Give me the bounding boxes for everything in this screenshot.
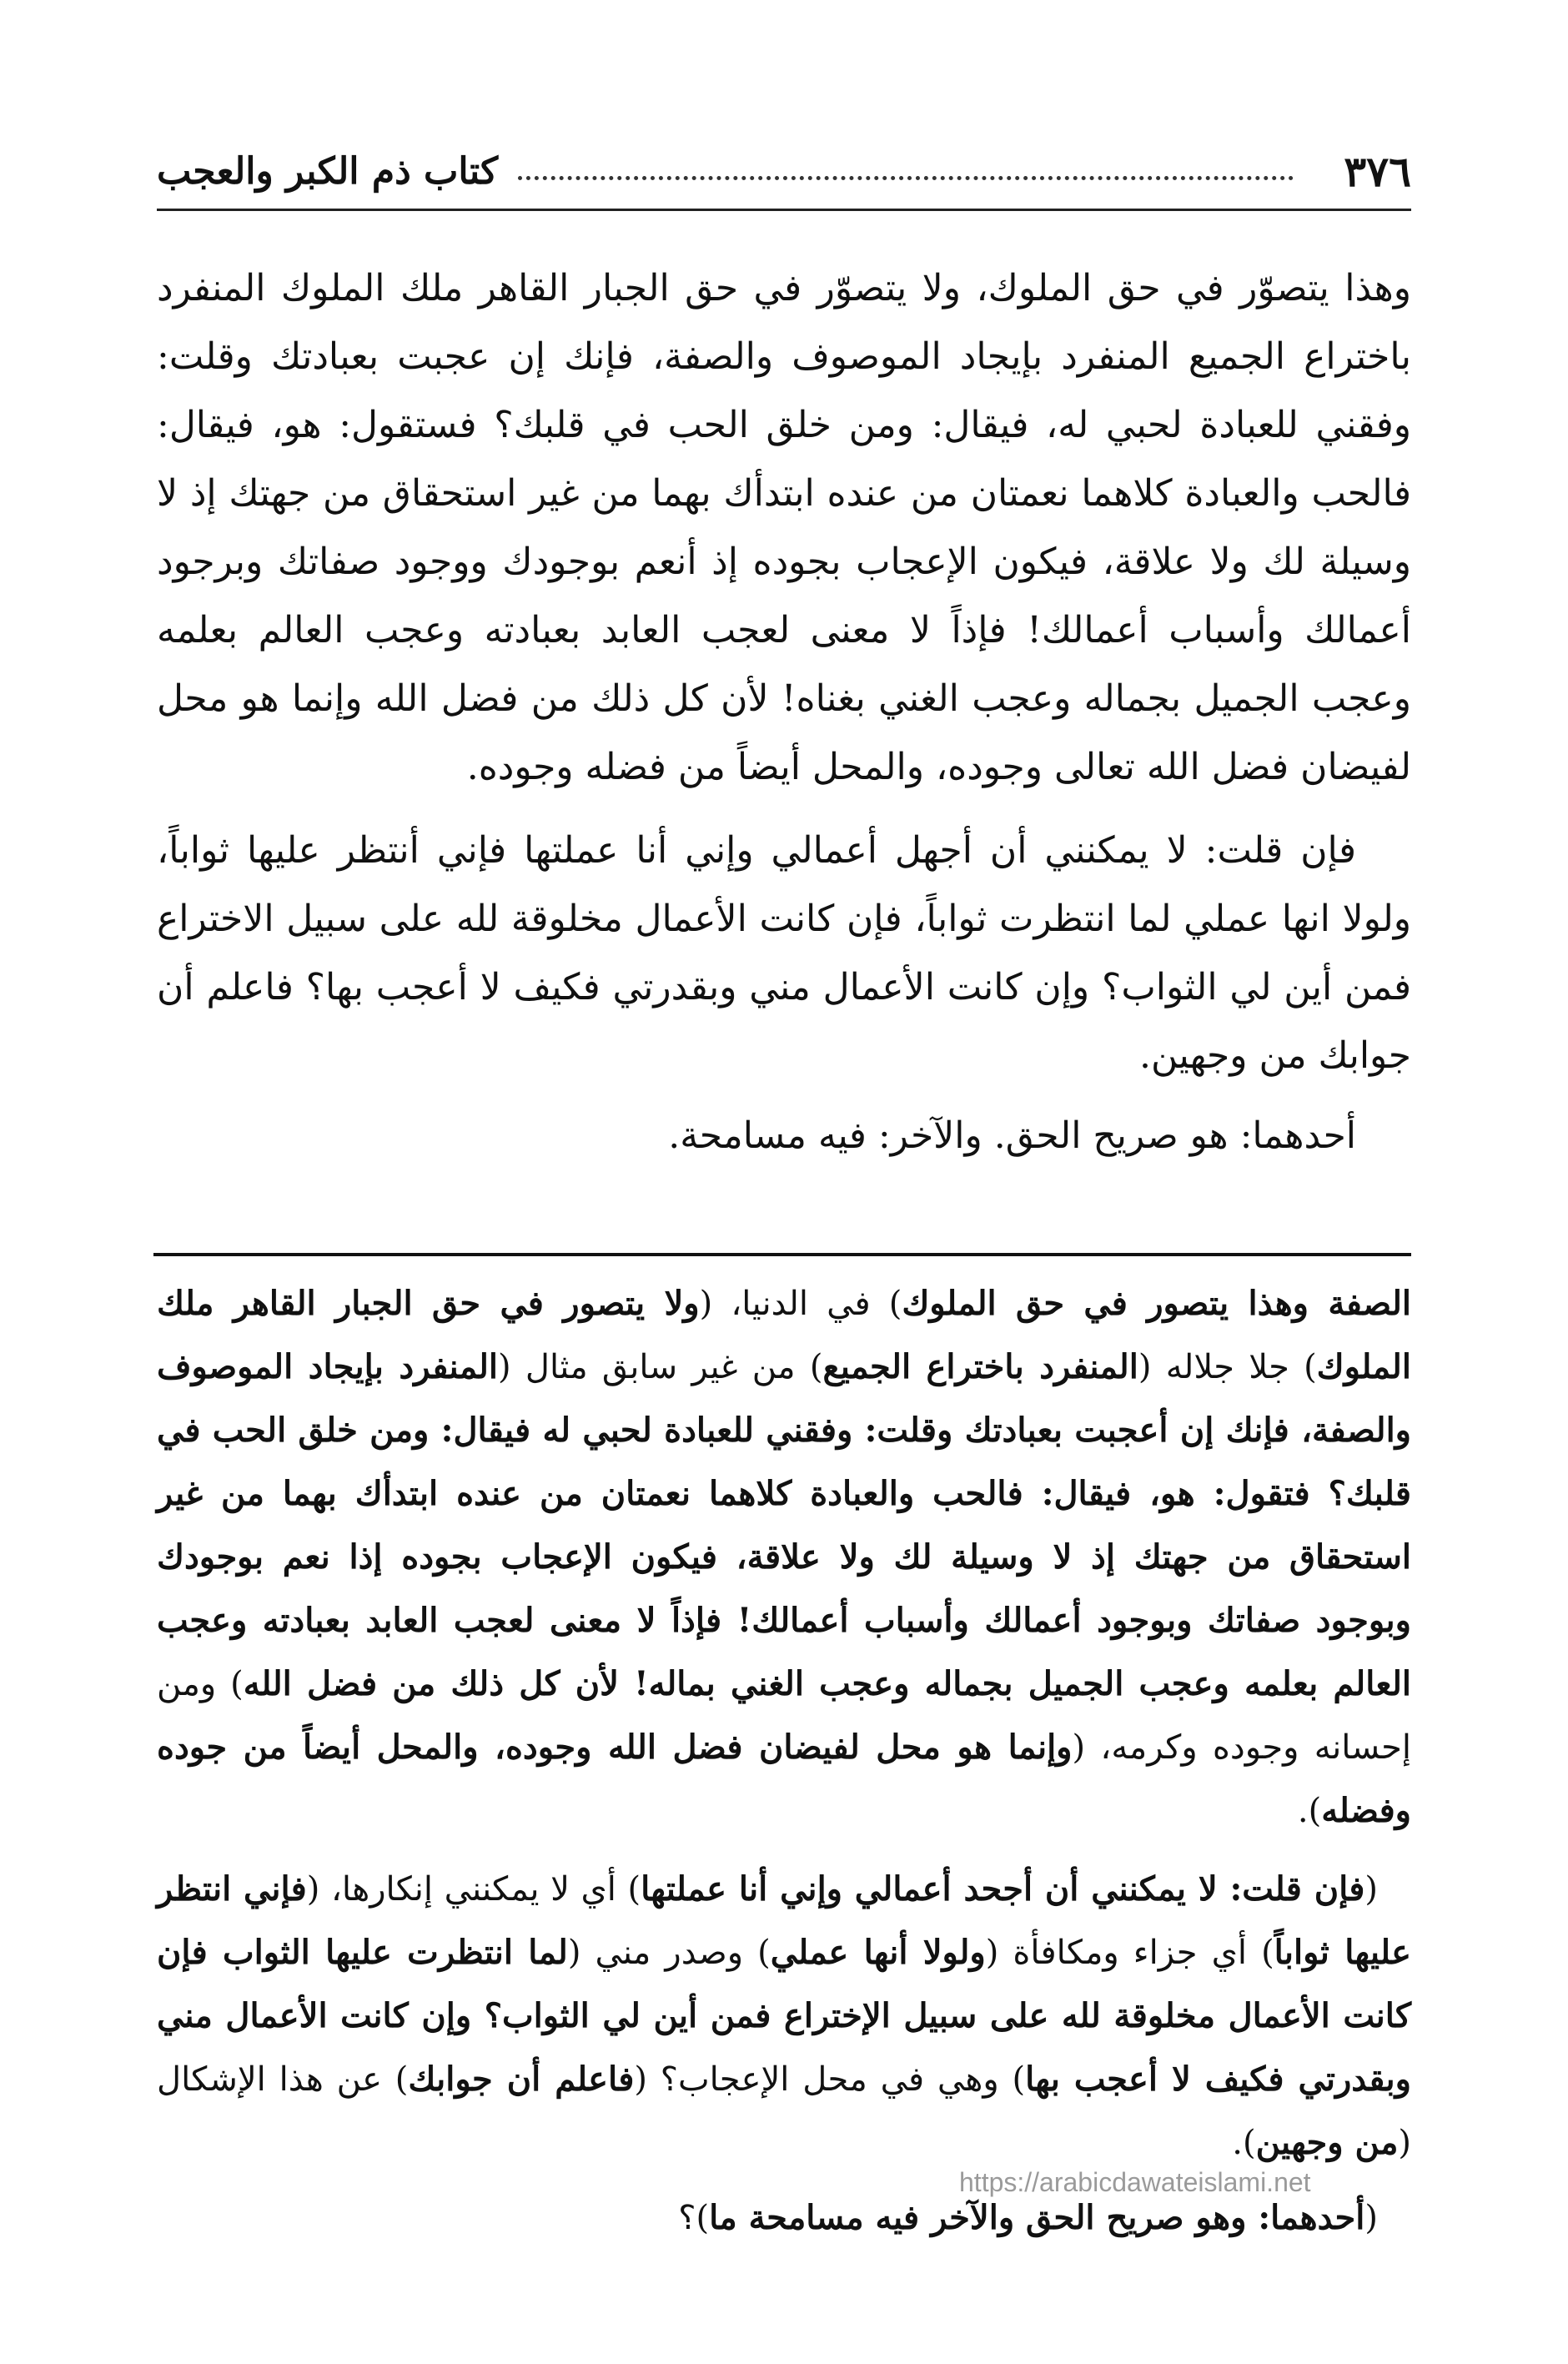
commentary-quoted-text: ولا يتصور في حق الجبار القاهر ملك الملوك — [157, 1284, 1411, 1386]
commentary-quoted-text: فاعلم أن جوابك — [408, 2060, 635, 2099]
commentary-gloss-text: ). — [1297, 1792, 1322, 1830]
commentary-gloss-text: )؟ — [678, 2199, 710, 2237]
commentary-quoted-text: فإن قلت: لا يمكنني أن أجحد أعمالي وإني أنا عملتها — [641, 1869, 1365, 1909]
watermark-url: https://arabicdawateislami.net — [959, 2167, 1311, 2197]
commentary-gloss-text: ( — [1364, 1870, 1378, 1909]
commentary — [157, 1272, 1411, 2250]
commentary-quoted-text: لما انتظرت عليها الثواب فإن كانت الأعمال مخلوقة لله على سبيل الإختراع فمن أين لي الثواب؟ وإن كانت الأعمال مني وبقدرتي فكيف لا أعجب بها — [157, 1933, 1412, 2099]
commentary-quoted-text: المنفرد بإيجاد الموصوف والصفة، فإنك إن أعجبت بعبادتك وقلت: وفقني للعبادة لحبي له فيقال: ومن خلق الحب في قلبك؟ فتقول: هو، فيقال: فالحب والعبادة كلاهما نعمتان من عنده ابتدأك بهما من غير استحقاق من جهتك إذ لا وسيلة لك ولا علاقة، فيكون الإعجاب بجوده إذا نعم بوجودك وبوجود صفاتك وبوجود أعمالك وأسباب أعمالك! فإذاً لا معنى لعجب العابد بعبادته وعجب العالم بعلمه وعجب الجميل بجماله وعجب الغني بماله! لأن كل ذلك من فضل الله — [157, 1347, 1412, 1703]
commentary-gloss-text: ) في الدنيا، ( — [699, 1285, 902, 1323]
commentary-quoted-text: المنفرد باختراع الجميع — [822, 1347, 1138, 1386]
commentary-quoted-text: من وجهين — [1255, 2123, 1399, 2162]
header-dotted-leader — [518, 176, 1294, 180]
commentary-gloss-text: ) من غير سابق مثال ( — [498, 1348, 823, 1386]
commentary-gloss-text: ) أي جزاء ومكافأة ( — [985, 1934, 1274, 1972]
main-paragraph-3: أحدهما: هو صريح الحق. والآخر: فيه مسامحة. — [668, 1114, 1356, 1157]
commentary-gloss-text: ) وصدر مني ( — [567, 1934, 771, 1972]
commentary-quoted-text: فإني انتظر عليها ثواباً — [157, 1869, 1411, 1972]
page-header — [157, 142, 1411, 211]
commentary-quoted-text: الصفة وهذا يتصور في حق الملوك — [902, 1284, 1411, 1323]
commentary-quoted-text: وإنما هو محل لفيضان فضل الله وجوده، والمحل أيضاً من جوده وفضله — [157, 1728, 1411, 1830]
commentary-paragraph-2 — [157, 1858, 1411, 2175]
commentary-gloss-text: ) وهي في محل الإعجاب؟ ( — [634, 2060, 1026, 2099]
main-paragraph-1: وهذا يتصوّر في حق الملوك، ولا يتصوّر في حق الجبار القاهر ملك الملوك المنفرد باختراع الجميع المنفرد بإيجاد الموصوف والصفة، فإنك إن عجبت بعبادتك وقلت: وفقني للعبادة لحبي له، فيقال: ومن خلق الحب في قلبك؟ فستقول: هو، فيقال: فالحب والعبادة كلاهما نعمتان من عنده ابتدأك بهما من غير استحقاق من جهتك إذ لا وسيلة لك ولا علاقة، فيكون الإعجاب بجوده إذ أنعم بوجودك ووجود صفاتك وبرجود أعمالك وأسباب أعمالك! فإذاً لا معنى لعجب العابد بعبادته وعجب العالم بعلمه وعجب الجميل بجماله وعجب الغني بغناه! لأن كل ذلك من فضل الله وإنما هو محل لفيضان فضل الله تعالى وجوده، والمحل أيضاً من فضله وجوده. — [157, 267, 1411, 788]
commentary-paragraph-1 — [157, 1272, 1411, 1843]
commentary-gloss-text: ) أي لا يمكنني إنكارها، ( — [306, 1870, 641, 1909]
commentary-gloss-text: ) ومن إحسانه وجوده وكرمه، ( — [157, 1665, 1411, 1767]
commentary-gloss-text: ). — [1232, 2124, 1256, 2162]
commentary-gloss-text: ) جلا جلاله ( — [1138, 1348, 1317, 1386]
commentary-quoted-text: ولولا أنها عملي — [770, 1933, 986, 1972]
main-text — [157, 254, 1411, 1170]
main-paragraph-2: فإن قلت: لا يمكنني أن أجهل أعمالي وإني أنا عملتها فإني أنتظر عليها ثواباً، ولولا انها عملي لما انتظرت ثواباً، فإن كانت الأعمال مخلوقة لله على سبيل الاختراع فمن أين لي الثواب؟ وإن كانت الأعمال مني وبقدرتي فكيف لا أعجب بها؟ فاعلم أن جوابك من وجهين. — [157, 829, 1411, 1077]
commentary-gloss-text: ) عن هذا الإشكال ( — [157, 2060, 1411, 2162]
commentary-gloss-text: ( — [1364, 2199, 1378, 2237]
running-title: كتاب ذم الكبر والعجب — [157, 149, 499, 193]
page-number: ٣٧٦ — [1344, 146, 1411, 196]
commentary-quoted-text: أحدهما: وهو صريح الحق والآخر فيه مسامحة ما — [709, 2198, 1365, 2237]
footnote-divider — [153, 1253, 1411, 1256]
